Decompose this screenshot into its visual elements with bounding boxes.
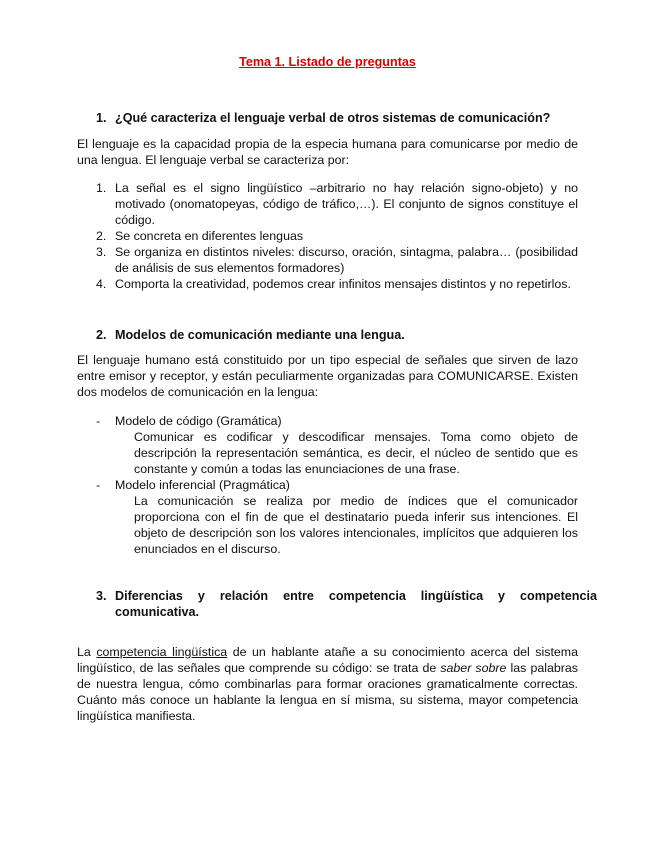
section-number: 3.: [96, 589, 107, 603]
dash-marker: -: [96, 478, 101, 492]
section-2-paragraph: El lenguaje humano está constituido por un tipo especial de señales que sirven de lazo entre emisor y receptor, y están peculiarmente organizadas para COMUNICARSE. Existen dos modelos de comunicación en la lengua:: [77, 353, 578, 399]
list-number: 1.: [96, 181, 107, 195]
document-title: Tema 1. Listado de preguntas: [239, 55, 416, 69]
section-heading-text: Modelos de comunicación mediante una lengua.: [115, 328, 405, 342]
list-item-text: Se organiza en distintos niveles: discurso, oración, sintagma, palabra… (posibilidad de análisis de sus elementos formadores): [115, 245, 578, 275]
communication-models-list: [96, 413, 578, 557]
list-item: [96, 276, 578, 292]
dash-marker: -: [96, 414, 101, 428]
section-3-heading: [96, 588, 597, 620]
section-number: 2.: [96, 328, 107, 342]
list-item: [96, 244, 578, 276]
list-item: [96, 413, 578, 477]
model-title: Modelo inferencial (Pragmática): [115, 478, 290, 492]
section-2-heading: [96, 327, 578, 343]
list-number: 4.: [96, 277, 107, 291]
model-description: Comunicar es codificar y descodificar mensajes. Toma como objeto de descripción la representación semántica, es decir, el núcleo de sentido que es constante y común a todas las enunciaciones de una frase.: [134, 430, 578, 476]
model-title: Modelo de código (Gramática): [115, 414, 282, 428]
section-heading-text: ¿Qué caracteriza el lenguaje verbal de otros sistemas de comunicación?: [115, 111, 551, 125]
paragraph-text: de un hablante atañe a su conocimiento acerca del sistema lingüístico, de las señales que comprende su código: se trata de: [77, 645, 578, 675]
paragraph-text: las palabras de nuestra lengua, cómo combinarlas para formar oraciones gramaticalmente correctas. Cuánto más conoce un hablante la lengua en sí misma, su sistema, mayor competencia lingüística manifiesta.: [77, 661, 578, 723]
list-item: [96, 228, 578, 244]
section-number: 1.: [96, 111, 107, 125]
characteristics-list: [96, 180, 578, 292]
section-1-paragraph: El lenguaje es la capacidad propia de la especia humana para comunicarse por medio de una lengua. El lenguaje verbal se caracteriza por:: [77, 137, 578, 167]
section-3-paragraph: [77, 644, 578, 724]
list-item: [96, 477, 578, 557]
section-1-heading: [96, 110, 578, 126]
italic-emphasis: saber sobre: [440, 661, 507, 675]
model-description: La comunicación se realiza por medio de índices que el comunicador proporciona con el fin de que el destinatario pueda inferir sus intenciones. El objeto de descripción son los valores intencionales, implícitos que adquieren los enunciados en el discurso.: [134, 494, 578, 556]
list-item-text: Se concreta en diferentes lenguas: [115, 229, 304, 243]
underlined-term: competencia lingüística: [96, 645, 228, 659]
paragraph-text: La: [77, 645, 97, 659]
section-heading-text: Diferencias y relación entre competencia lingüística y competencia comunicativa.: [115, 589, 597, 619]
list-item-text: Comporta la creatividad, podemos crear infinitos mensajes distintos y no repetirlos.: [115, 277, 571, 291]
list-number: 2.: [96, 229, 107, 243]
list-item-text: La señal es el signo lingüístico –arbitrario no hay relación signo-objeto) y no motivado (onomatopeyas, código de tráfico,…). El conjunto de signos constituye el código.: [115, 181, 578, 227]
list-number: 3.: [96, 245, 107, 259]
list-item: [96, 180, 578, 228]
